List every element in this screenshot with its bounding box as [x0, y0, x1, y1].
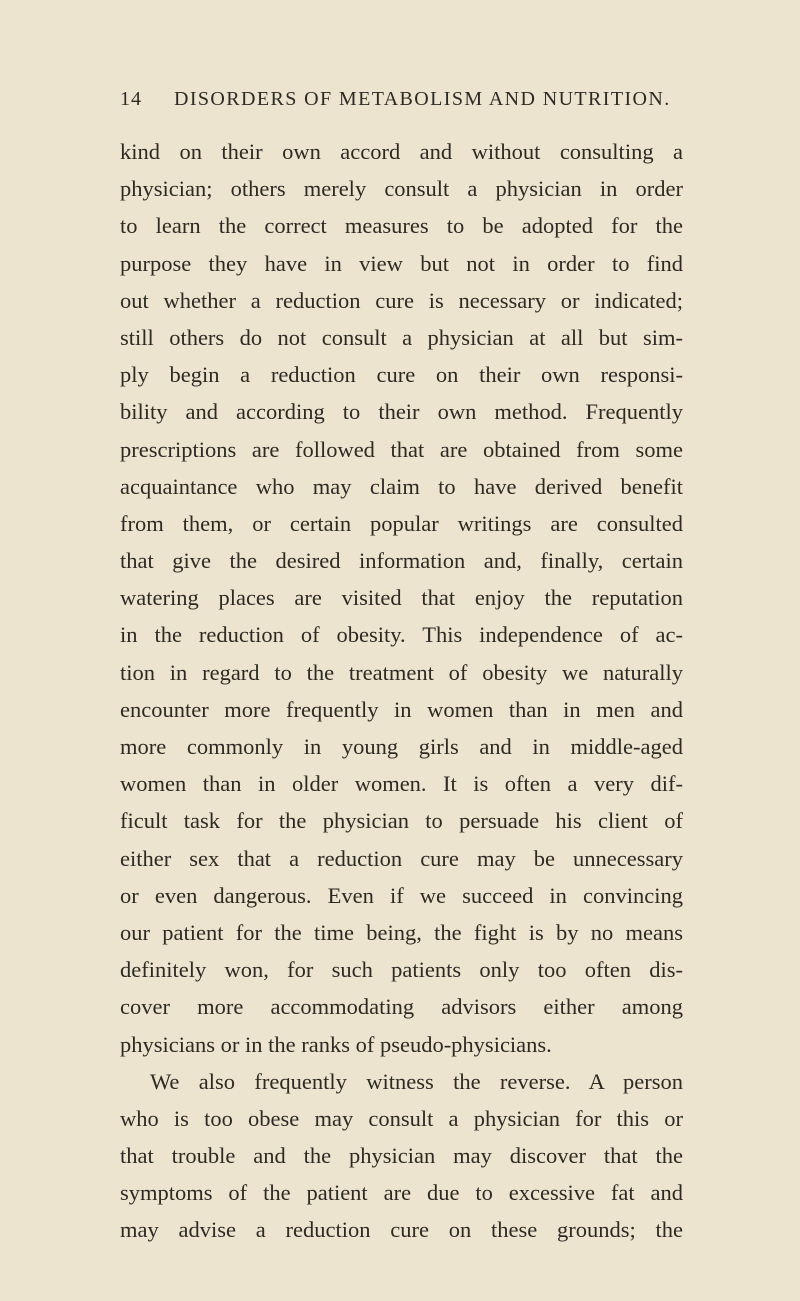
text-line: out whether a reduction cure is necessary or indicated;	[120, 287, 683, 313]
text-line: our patient for the time being, the fight is by no means	[120, 919, 683, 945]
text-line: definitely won, for such patients only too often dis-	[120, 957, 683, 983]
text-line: more commonly in young girls and in middle-aged	[120, 734, 683, 759]
text-line: purpose they have in view but not in order to find	[120, 250, 683, 276]
text-line: may advise a reduction cure on these grounds; the	[120, 1217, 683, 1243]
running-head	[120, 88, 680, 118]
text-line: physician; others merely consult a physician in order	[120, 176, 683, 202]
text-line: in the reduction of obesity. This independence of ac-	[120, 622, 683, 648]
text-line: kind on their own accord and without consulting a	[120, 139, 683, 164]
text-line: ply begin a reduction cure on their own responsi-	[120, 362, 683, 388]
text-line: who is too obese may consult a physician for this or	[120, 1105, 683, 1131]
text-line: or even dangerous. Even if we succeed in convincing	[120, 882, 683, 908]
text-line: symptoms of the patient are due to excessive fat and	[120, 1180, 683, 1206]
text-line: still others do not consult a physician at all but sim-	[120, 324, 683, 350]
text-line: acquaintance who may claim to have derived benefit	[120, 473, 683, 499]
text-line: watering places are visited that enjoy the reputation	[120, 585, 683, 611]
text-line: to learn the correct measures to be adopted for the	[120, 213, 683, 239]
page-number: 14	[120, 88, 142, 110]
text-line: either sex that a reduction cure may be unnecessary	[120, 845, 683, 871]
text-line: that trouble and the physician may discover that the	[120, 1143, 683, 1169]
text-line: cover more accommodating advisors either among	[120, 994, 683, 1020]
text-line: tion in regard to the treatment of obesity we naturally	[120, 659, 683, 685]
text-line: bility and according to their own method. Frequently	[120, 399, 683, 425]
text-line: physicians or in the ranks of pseudo-physicians.	[120, 1031, 552, 1057]
body-text	[120, 133, 683, 1249]
text-line: that give the desired information and, finally, certain	[120, 548, 683, 574]
text-line: from them, or certain popular writings are consulted	[120, 510, 683, 536]
text-line: prescriptions are followed that are obtained from some	[120, 436, 683, 462]
text-line: encounter more frequently in women than in men and	[120, 696, 683, 722]
running-head-title: DISORDERS OF METABOLISM AND NUTRITION.	[174, 88, 671, 110]
text-line: ficult task for the physician to persuade his client of	[120, 808, 683, 834]
text-line: women than in older women. It is often a very dif-	[120, 771, 683, 797]
paragraph-start-line: We also frequently witness the reverse. A person	[150, 1068, 683, 1094]
